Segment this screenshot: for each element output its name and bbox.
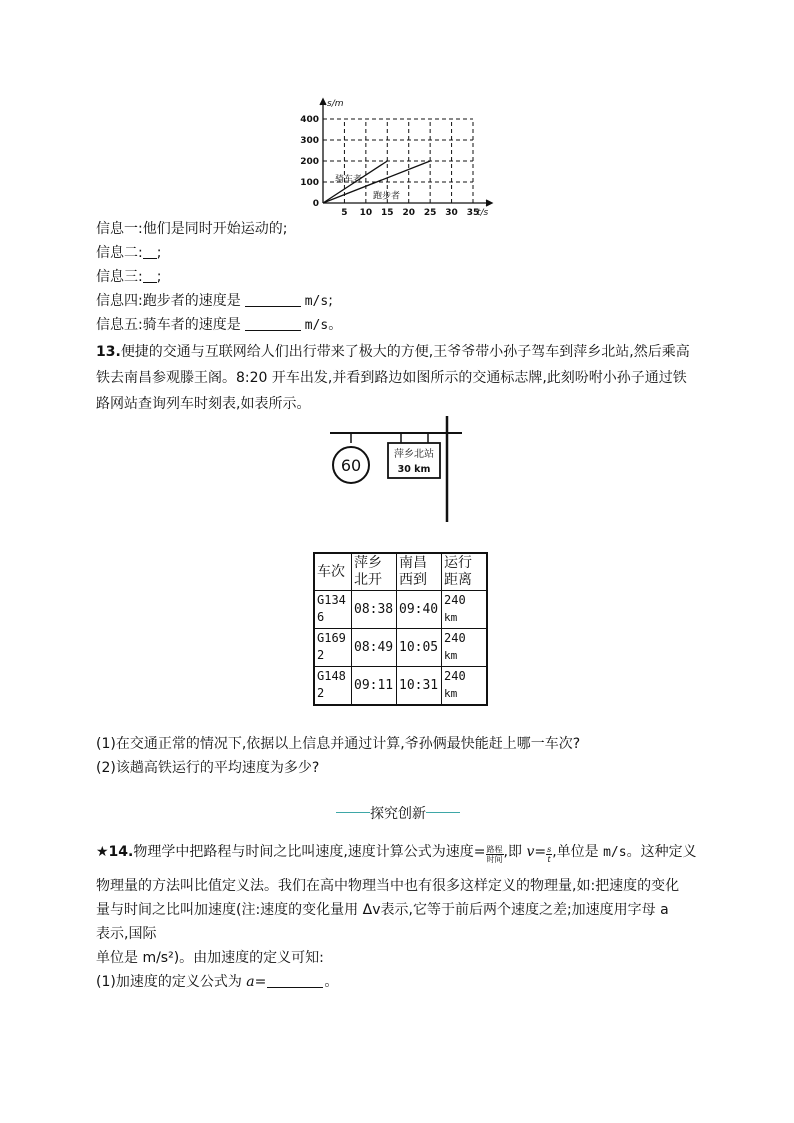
cyclist-label: 骑车者	[335, 174, 363, 185]
q14-text: ,单位是	[552, 844, 599, 860]
arrive-cell: 10:31	[397, 667, 442, 705]
train-number-part: 2	[317, 686, 325, 700]
x-tick-label: 25	[423, 208, 437, 218]
x-tick-label: 10	[359, 208, 373, 218]
answer-blank[interactable]	[267, 973, 323, 988]
heading-rule-right	[426, 812, 460, 813]
q14-text: 。这种定义	[626, 844, 697, 860]
question-14-line-4: 表示,国际	[96, 926, 157, 942]
y-axis-arrow	[320, 99, 326, 105]
info-line-2-label: 信息二:	[96, 245, 143, 261]
x-tick-label: 35	[466, 208, 480, 218]
train-number-part: G134	[317, 593, 346, 607]
info-line-3-end: ;	[156, 269, 162, 285]
section-title: 探究创新	[370, 806, 426, 822]
y-tick-label: 400	[300, 115, 319, 125]
question-14-line-3: 量与时间之比叫加速度(注:速度的变化量用 Δv表示,它等于前后两个速度之差;加速度用字母 a	[96, 902, 669, 918]
x-tick-label: 30	[445, 208, 458, 218]
header-text: 南昌西到	[399, 555, 427, 588]
distance-value: 240	[444, 669, 466, 683]
heading-rule-left	[336, 812, 370, 813]
q14-text: ,即	[503, 844, 522, 860]
train-number-cell	[314, 591, 352, 629]
table-header	[442, 553, 488, 591]
station-distance-text: 30 km	[397, 464, 431, 475]
info-line-4	[96, 291, 333, 312]
info-line-5-end: 。	[328, 317, 343, 333]
train-number-part: 6	[317, 610, 325, 624]
info-line-4-end: ;	[328, 293, 333, 309]
distance-cell	[442, 629, 488, 667]
table-header	[397, 553, 442, 591]
train-number-cell	[314, 667, 352, 705]
arrive-cell: 09:40	[397, 591, 442, 629]
question-14-line-5: 单位是 m/s²)。由加速度的定义可知:	[96, 950, 324, 966]
q14-text: 物理学中把路程与时间之比叫速度,速度计算公式为速度=	[133, 844, 486, 860]
distance-unit: km	[444, 611, 458, 624]
answer-blank[interactable]	[245, 292, 301, 307]
table-row	[314, 667, 487, 705]
acceleration-symbol: a	[246, 974, 255, 990]
train-number-part: G169	[317, 631, 346, 645]
question-number: ★14.	[96, 844, 134, 860]
header-text: 萍乡北开	[354, 555, 382, 588]
train-number-part: 2	[317, 648, 325, 662]
fraction-numerator: s	[547, 845, 552, 854]
info-line-3	[96, 267, 161, 287]
depart-cell: 08:49	[352, 629, 397, 667]
y-tick-label: 200	[300, 157, 319, 167]
question-13	[96, 339, 700, 417]
x-tick-label: 20	[402, 208, 415, 218]
fraction-denominator: t	[547, 855, 551, 864]
info-line-2-end: ;	[156, 245, 162, 261]
table-header-row	[314, 553, 487, 591]
unit-text: m/s	[304, 294, 329, 309]
question-14-line-2: 物理量的方法叫比值定义法。我们在高中物理当中也有很多这样定义的物理量,如:把速度的变化	[96, 878, 680, 894]
info-line-3-label: 信息三:	[96, 269, 143, 285]
fraction-denominator: 时间	[486, 855, 503, 864]
table-row	[314, 591, 487, 629]
table-header	[352, 553, 397, 591]
y-tick-label: 0	[312, 199, 319, 209]
question-13-text: 便捷的交通与互联网给人们出行带来了极大的方便,王爷爷带小孙子驾车到萍乡北站,然后乘高铁去南昌参观滕王阁。8:20 开车出发,并看到路边如图所示的交通标志牌,此刻吩咐小孙子通过铁路网站查询列车时刻表,如表所示。	[96, 344, 690, 412]
distance-cell	[442, 667, 488, 705]
arrive-cell: 10:05	[397, 629, 442, 667]
fraction-numerator: 路程	[486, 845, 503, 854]
answer-blank[interactable]	[245, 316, 301, 331]
question-13-sub-1: (1)在交通正常的情况下,依据以上信息并通过计算,爷孙俩最快能赶上哪一车次?	[96, 736, 581, 752]
question-14-sub-1	[96, 972, 338, 992]
distance-value: 240	[444, 593, 466, 607]
info-line-2	[96, 243, 161, 263]
velocity-symbol: v=	[526, 844, 547, 860]
info-line-1: 信息一:他们是同时开始运动的;	[96, 221, 288, 237]
speed-limit-text: 60	[340, 456, 362, 475]
info-line-5	[96, 315, 342, 336]
q14-sub1-text: (1)加速度的定义公式为	[96, 974, 247, 990]
distance-cell	[442, 591, 488, 629]
question-13-sub-2: (2)该趟高铁运行的平均速度为多少?	[96, 760, 320, 776]
fraction-distance-time	[486, 845, 504, 864]
distance-unit: km	[444, 687, 458, 700]
answer-blank[interactable]	[143, 244, 157, 259]
info-line-4-label: 信息四:跑步者的速度是	[96, 293, 241, 309]
q14-sub1-end: 。	[324, 974, 339, 990]
station-name-text: 萍乡北站	[394, 449, 434, 460]
y-tick-label: 100	[300, 178, 319, 188]
runner-label: 跑步者	[373, 191, 401, 202]
train-timetable	[313, 552, 488, 706]
table-header: 车次	[314, 553, 352, 591]
depart-cell: 08:38	[352, 591, 397, 629]
x-axis-label: t/s	[477, 208, 489, 218]
distance-value: 240	[444, 631, 466, 645]
distance-unit: km	[444, 649, 458, 662]
x-axis-arrow	[486, 200, 492, 206]
y-axis-label: s/m	[327, 99, 344, 109]
question-14-line-1	[96, 842, 697, 864]
distance-time-graph	[296, 96, 496, 218]
question-number: 13.	[96, 344, 121, 360]
info-line-5-label: 信息五:骑车者的速度是	[96, 317, 241, 333]
train-number-cell	[314, 629, 352, 667]
traffic-sign-figure	[330, 414, 465, 524]
y-tick-label: 300	[300, 136, 319, 146]
table-row	[314, 629, 487, 667]
equals-sign: =	[254, 974, 267, 990]
x-tick-label: 15	[381, 208, 394, 218]
train-number-part: G148	[317, 669, 346, 683]
section-heading	[336, 804, 460, 824]
unit-text: m/s	[304, 318, 329, 333]
unit-text: m/s	[603, 845, 627, 860]
answer-blank[interactable]	[143, 268, 157, 283]
depart-cell: 09:11	[352, 667, 397, 705]
header-text: 运行距离	[444, 555, 472, 588]
x-tick-label: 5	[341, 208, 348, 218]
